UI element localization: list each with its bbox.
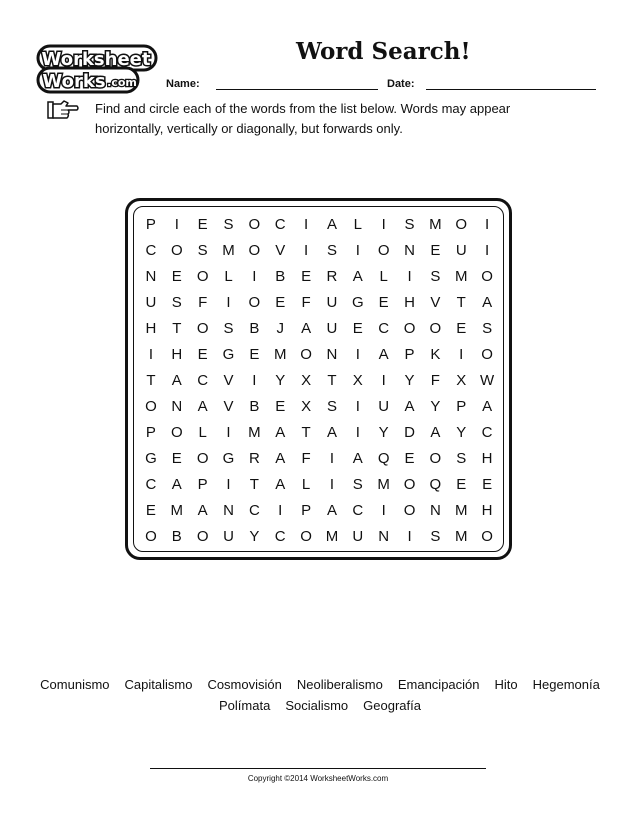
grid-letter: I xyxy=(148,346,154,363)
letter-grid xyxy=(138,212,500,550)
grid-letter: O xyxy=(403,502,416,519)
word-list-item: Cosmovisión xyxy=(207,677,282,692)
logo-line2: Works xyxy=(42,71,106,92)
grid-letter: X xyxy=(301,398,312,415)
grid-letter: I xyxy=(355,346,360,363)
word-list-item: Socialismo xyxy=(285,698,349,713)
logo-suffix: .com xyxy=(107,76,137,89)
grid-letter: M xyxy=(273,346,287,363)
grid-letter: G xyxy=(222,346,235,363)
grid-letter: A xyxy=(430,424,441,441)
grid-letter: E xyxy=(197,216,208,233)
grid-letter: C xyxy=(197,372,209,389)
grid-letter: I xyxy=(252,268,257,285)
grid-letter: I xyxy=(407,268,412,285)
grid-letter: B xyxy=(275,268,286,285)
grid-letter: H xyxy=(404,294,415,311)
grid-letter: D xyxy=(404,424,415,441)
grid-letter: S xyxy=(482,320,493,337)
grid-letter: J xyxy=(276,320,284,337)
grid-letter: C xyxy=(378,320,390,337)
grid-letter: S xyxy=(456,450,467,467)
grid-row xyxy=(138,342,500,368)
grid-letter: Y xyxy=(456,424,467,441)
grid-letter: N xyxy=(145,268,157,285)
grid-letter: I xyxy=(355,398,360,415)
grid-letter: I xyxy=(226,424,231,441)
grid-letter: M xyxy=(325,528,339,545)
grid-letter: O xyxy=(403,320,416,337)
grid-letter: M xyxy=(454,268,468,285)
grid-letter: I xyxy=(381,372,386,389)
grid-letter: I xyxy=(355,242,360,259)
grid-letter: V xyxy=(223,398,234,415)
word-list-item: Comunismo xyxy=(40,677,110,692)
grid-letter: C xyxy=(248,502,260,519)
page-title: Word Search! xyxy=(296,38,471,65)
grid-letter: O xyxy=(481,346,493,363)
name-field-line xyxy=(216,89,378,90)
grid-letter: U xyxy=(145,294,157,311)
grid-letter: I xyxy=(304,242,309,259)
grid-letter: L xyxy=(379,268,388,285)
grid-letter: S xyxy=(223,216,234,233)
grid-letter: A xyxy=(482,398,493,415)
grid-letter: E xyxy=(275,294,286,311)
grid-letter: Y xyxy=(275,372,286,389)
grid-letter: E xyxy=(197,346,208,363)
grid-row xyxy=(138,264,500,290)
grid-letter: T xyxy=(249,476,259,493)
grid-letter: R xyxy=(248,450,260,467)
grid-letter: X xyxy=(301,372,312,389)
grid-letter: A xyxy=(301,320,312,337)
grid-row xyxy=(138,212,500,238)
grid-letter: E xyxy=(456,476,467,493)
grid-letter: M xyxy=(454,528,468,545)
grid-letter: I xyxy=(226,294,231,311)
grid-letter: H xyxy=(145,320,157,337)
grid-letter: O xyxy=(248,294,261,311)
grid-letter: N xyxy=(326,346,338,363)
grid-letter: A xyxy=(326,424,337,441)
grid-letter: S xyxy=(404,216,415,233)
grid-letter: T xyxy=(456,294,466,311)
grid-letter: F xyxy=(198,294,208,311)
grid-letter: I xyxy=(485,216,490,233)
grid-letter: K xyxy=(430,346,441,363)
grid-letter: C xyxy=(274,528,286,545)
grid-letter: E xyxy=(378,294,389,311)
grid-letter: F xyxy=(301,294,311,311)
word-list-item: Hegemonía xyxy=(532,677,600,692)
grid-letter: C xyxy=(481,424,493,441)
grid-letter: Y xyxy=(404,372,415,389)
grid-letter: O xyxy=(196,268,209,285)
grid-letter: O xyxy=(300,346,312,363)
grid-letter: S xyxy=(430,268,441,285)
logo-graphic xyxy=(36,44,160,96)
grid-letter: N xyxy=(378,528,390,545)
grid-letter: I xyxy=(381,502,386,519)
grid-letter: A xyxy=(352,450,363,467)
grid-letter: H xyxy=(481,502,493,519)
word-list-row-1 xyxy=(40,674,600,695)
grid-row xyxy=(138,368,500,394)
grid-row xyxy=(138,498,500,524)
grid-letter: P xyxy=(301,502,312,519)
grid-row xyxy=(138,446,500,472)
grid-letter: A xyxy=(482,294,493,311)
word-list-item: Geografía xyxy=(363,698,421,713)
grid-letter: U xyxy=(455,242,467,259)
grid-row xyxy=(138,394,500,420)
grid-letter: O xyxy=(429,320,442,337)
grid-row xyxy=(138,524,500,550)
grid-row xyxy=(138,316,500,342)
grid-letter: S xyxy=(326,398,337,415)
grid-letter: P xyxy=(145,216,156,233)
word-list-item: Neoliberalismo xyxy=(296,677,383,692)
grid-letter: P xyxy=(456,398,467,415)
grid-letter: R xyxy=(326,268,338,285)
grid-letter: T xyxy=(301,424,311,441)
grid-letter: N xyxy=(429,502,441,519)
grid-letter: M xyxy=(377,476,390,493)
grid-letter: A xyxy=(378,346,389,363)
grid-letter: U xyxy=(326,294,338,311)
grid-letter: U xyxy=(326,320,338,337)
grid-letter: N xyxy=(171,398,183,415)
grid-letter: C xyxy=(145,476,157,493)
grid-letter: B xyxy=(249,398,260,415)
grid-letter: O xyxy=(196,450,209,467)
grid-letter: I xyxy=(355,424,360,441)
grid-letter: I xyxy=(329,450,335,467)
grid-letter: S xyxy=(352,476,363,493)
grid-letter: H xyxy=(171,346,183,363)
grid-letter: A xyxy=(352,268,363,285)
grid-letter: N xyxy=(404,242,415,259)
grid-letter: S xyxy=(430,528,441,545)
grid-row xyxy=(138,420,500,446)
grid-letter: Q xyxy=(429,476,442,493)
grid-letter: M xyxy=(248,424,261,441)
instructions-text: Find and circle each of the words from the list below. Words may appear horizontally, vertically or diagonally, but forwards only. xyxy=(95,101,511,136)
grid-letter: U xyxy=(378,398,390,415)
grid-letter: O xyxy=(300,528,312,545)
name-label: Name: xyxy=(166,78,200,90)
worksheetworks-logo xyxy=(36,44,160,96)
grid-letter: I xyxy=(304,216,309,233)
grid-letter: O xyxy=(145,528,157,545)
grid-letter: S xyxy=(197,242,208,259)
grid-letter: O xyxy=(196,528,209,545)
grid-letter: E xyxy=(171,450,182,467)
grid-letter: A xyxy=(404,398,415,415)
grid-letter: A xyxy=(326,502,337,519)
grid-letter: A xyxy=(197,502,208,519)
grid-letter: O xyxy=(481,268,493,285)
grid-letter: E xyxy=(171,268,182,285)
grid-letter: T xyxy=(172,320,182,337)
grid-letter: H xyxy=(481,450,493,467)
grid-letter: M xyxy=(170,502,184,519)
grid-letter: E xyxy=(430,242,441,259)
copyright-text: Copyright ©2014 WorksheetWorks.com xyxy=(247,774,389,783)
word-list-item: Capitalismo xyxy=(124,677,193,692)
grid-letter: E xyxy=(456,320,467,337)
grid-letter: I xyxy=(252,372,257,389)
grid-letter: A xyxy=(275,424,286,441)
grid-letter: O xyxy=(248,216,261,233)
grid-letter: G xyxy=(351,294,364,311)
grid-letter: E xyxy=(275,398,286,415)
grid-letter: E xyxy=(352,320,363,337)
grid-letter: W xyxy=(480,372,495,389)
grid-row xyxy=(138,472,500,498)
grid-letter: A xyxy=(197,398,208,415)
grid-letter: T xyxy=(327,372,337,389)
grid-letter: A xyxy=(275,476,286,493)
date-label: Date: xyxy=(387,78,415,90)
word-list-item: Hito xyxy=(494,677,518,692)
grid-letter: X xyxy=(456,372,467,389)
grid-letter: S xyxy=(171,294,182,311)
grid-letter: E xyxy=(404,450,415,467)
grid-letter: L xyxy=(301,476,311,493)
grid-letter: I xyxy=(174,216,179,233)
logo-line1: Worksheet xyxy=(41,49,151,70)
grid-letter: V xyxy=(223,372,234,389)
grid-letter: I xyxy=(381,216,386,233)
grid-letter: A xyxy=(326,216,337,233)
grid-letter: O xyxy=(248,242,261,259)
pointing-hand-icon xyxy=(47,100,79,122)
grid-letter: O xyxy=(403,476,416,493)
grid-letter: F xyxy=(430,372,440,389)
grid-letter: T xyxy=(146,372,156,389)
grid-letter: O xyxy=(481,528,493,545)
grid-letter: Q xyxy=(377,450,390,467)
footer-divider xyxy=(150,768,486,769)
grid-letter: A xyxy=(275,450,286,467)
date-field-line xyxy=(426,89,596,90)
grid-letter: G xyxy=(145,450,157,467)
grid-letter: N xyxy=(223,502,234,519)
grid-letter: B xyxy=(171,528,182,545)
grid-letter: C xyxy=(352,502,364,519)
grid-letter: V xyxy=(430,294,441,311)
grid-letter: O xyxy=(170,242,183,259)
grid-letter: S xyxy=(326,242,337,259)
grid-letter: G xyxy=(222,450,235,467)
grid-letter: I xyxy=(459,346,464,363)
grid-letter: O xyxy=(145,398,157,415)
grid-letter: L xyxy=(198,424,207,441)
grid-letter: I xyxy=(485,242,490,259)
grid-letter: U xyxy=(352,528,364,545)
grid-letter: V xyxy=(275,242,286,259)
grid-letter: X xyxy=(352,372,363,389)
grid-row xyxy=(138,290,500,316)
grid-letter: O xyxy=(455,216,468,233)
grid-letter: O xyxy=(196,320,209,337)
grid-letter: M xyxy=(454,502,468,519)
grid-letter: I xyxy=(407,528,412,545)
grid-letter: I xyxy=(278,502,283,519)
grid-letter: O xyxy=(429,450,442,467)
grid-letter: C xyxy=(274,216,286,233)
grid-letter: Y xyxy=(378,424,389,441)
word-list xyxy=(40,674,600,716)
grid-letter: E xyxy=(249,346,260,363)
grid-letter: L xyxy=(353,216,362,233)
grid-letter: I xyxy=(329,476,335,493)
grid-letter: A xyxy=(171,372,182,389)
grid-letter: Y xyxy=(249,528,260,545)
grid-letter: S xyxy=(223,320,234,337)
grid-letter: O xyxy=(377,242,390,259)
grid-letter: A xyxy=(171,476,182,493)
grid-row xyxy=(138,238,500,264)
grid-letter: M xyxy=(429,216,442,233)
word-list-item: Emancipación xyxy=(397,677,480,692)
grid-letter: Y xyxy=(430,398,441,415)
word-list-row-2 xyxy=(40,695,600,716)
grid-letter: P xyxy=(404,346,415,363)
grid-letter: U xyxy=(223,528,234,545)
grid-letter: E xyxy=(482,476,493,493)
grid-letter: O xyxy=(170,424,183,441)
grid-letter: P xyxy=(145,424,156,441)
grid-letter: F xyxy=(301,450,311,467)
grid-letter: L xyxy=(224,268,233,285)
grid-letter: I xyxy=(226,476,231,493)
grid-letter: B xyxy=(249,320,260,337)
grid-letter: E xyxy=(145,502,156,519)
word-list-item: Polímata xyxy=(219,698,271,713)
grid-letter: M xyxy=(222,242,235,259)
grid-letter: E xyxy=(301,268,312,285)
grid-letter: P xyxy=(197,476,208,493)
grid-letter: C xyxy=(145,242,157,259)
